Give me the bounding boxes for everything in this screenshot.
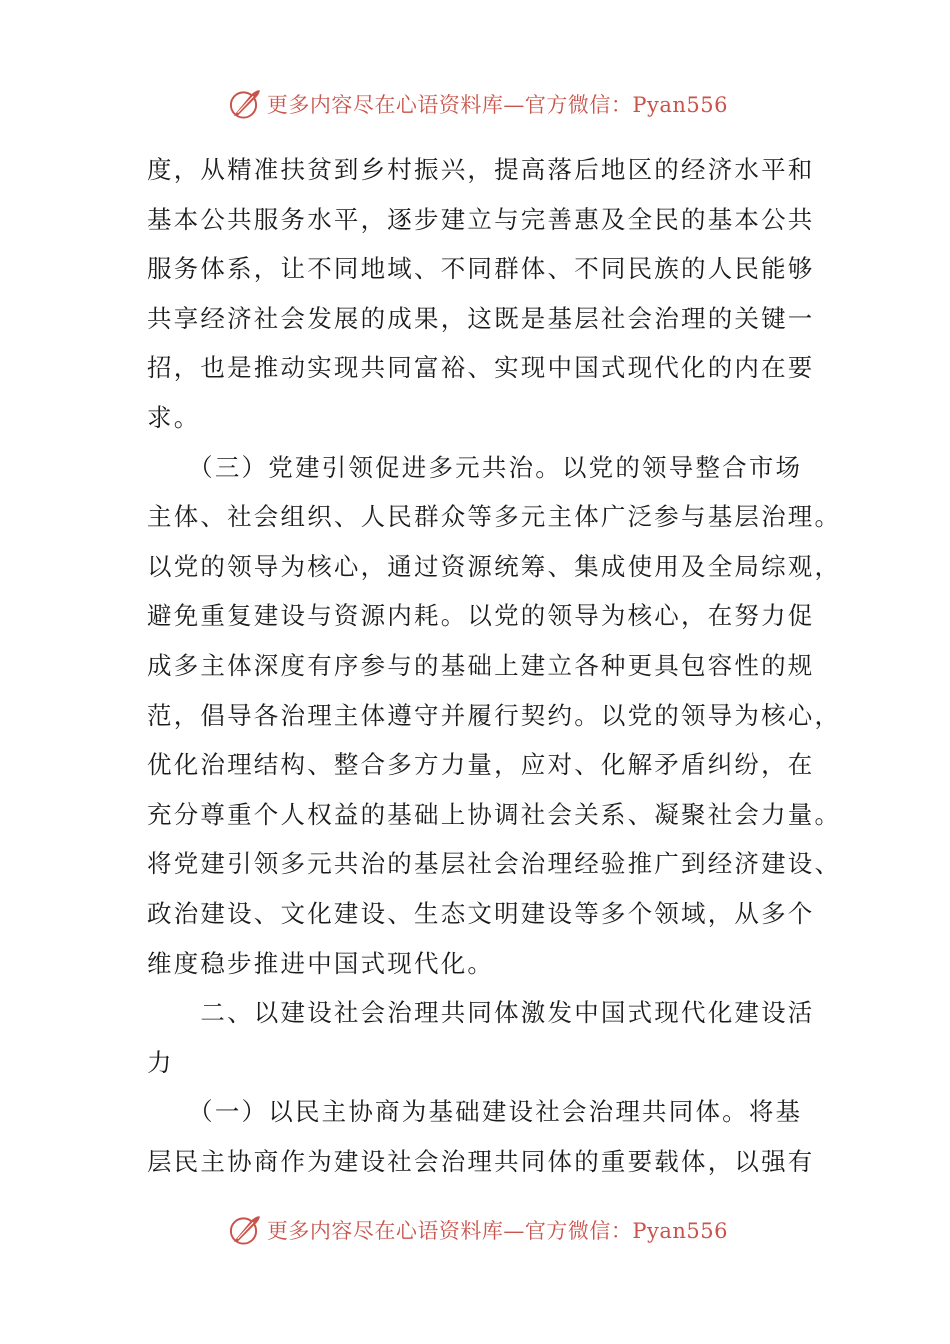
body-text <box>147 145 842 1186</box>
section-heading-line: （一）以民主协商为基础建设社会治理共同体。将基 <box>147 1097 803 1127</box>
text-line: 求。 <box>147 402 201 432</box>
chapter-heading-line: 力 <box>147 1047 174 1077</box>
quill-logo-icon <box>228 1212 263 1248</box>
watermark-text: 更多内容尽在心语资料库—官方微信：Pyan556 <box>266 1219 728 1243</box>
text-line: 层民主协商作为建设社会治理共同体的重要载体，以强有 <box>147 1146 815 1176</box>
text-line: 以党的领导为核心，通过资源统筹、集成使用及全局综观， <box>147 551 842 581</box>
text-line: 范，倡导各治理主体遵守并履行契约。以党的领导为核心， <box>147 700 842 730</box>
section-heading-line: （三）党建引领促进多元共治。以党的领导整合市场 <box>147 452 803 482</box>
text-line: 共享经济社会发展的成果，这既是基层社会治理的关键一 <box>147 303 815 333</box>
text-line: 避免重复建设与资源内耗。以党的领导为核心，在努力促 <box>147 601 815 631</box>
text-line: 将党建引领多元共治的基层社会治理经验推广到经济建设、 <box>147 849 842 879</box>
text-line: 招，也是推动实现共同富裕、实现中国式现代化的内在要 <box>147 353 815 383</box>
text-line: 成多主体深度有序参与的基础上建立各种更具包容性的规 <box>147 650 815 680</box>
footer-watermark-banner <box>228 1210 728 1250</box>
text-line: 政治建设、文化建设、生态文明建设等多个领域，从多个 <box>147 898 815 928</box>
text-line: 优化治理结构、整合多方力量，应对、化解矛盾纠纷，在 <box>147 750 815 780</box>
text-line: 充分尊重个人权益的基础上协调社会关系、凝聚社会力量。 <box>147 799 842 829</box>
chapter-heading-line: 二、以建设社会治理共同体激发中国式现代化建设活 <box>147 998 815 1028</box>
text-line: 基本公共服务水平，逐步建立与完善惠及全民的基本公共 <box>147 204 815 234</box>
header-watermark-banner <box>228 84 728 124</box>
text-line: 维度稳步推进中国式现代化。 <box>147 948 495 978</box>
watermark-text: 更多内容尽在心语资料库—官方微信：Pyan556 <box>266 93 728 117</box>
quill-logo-icon <box>228 86 263 122</box>
text-line: 度，从精准扶贫到乡村振兴，提高落后地区的经济水平和 <box>147 155 815 184</box>
text-line: 主体、社会组织、人民群众等多元主体广泛参与基层治理。 <box>147 502 842 532</box>
text-line: 服务体系，让不同地域、不同群体、不同民族的人民能够 <box>147 254 815 284</box>
